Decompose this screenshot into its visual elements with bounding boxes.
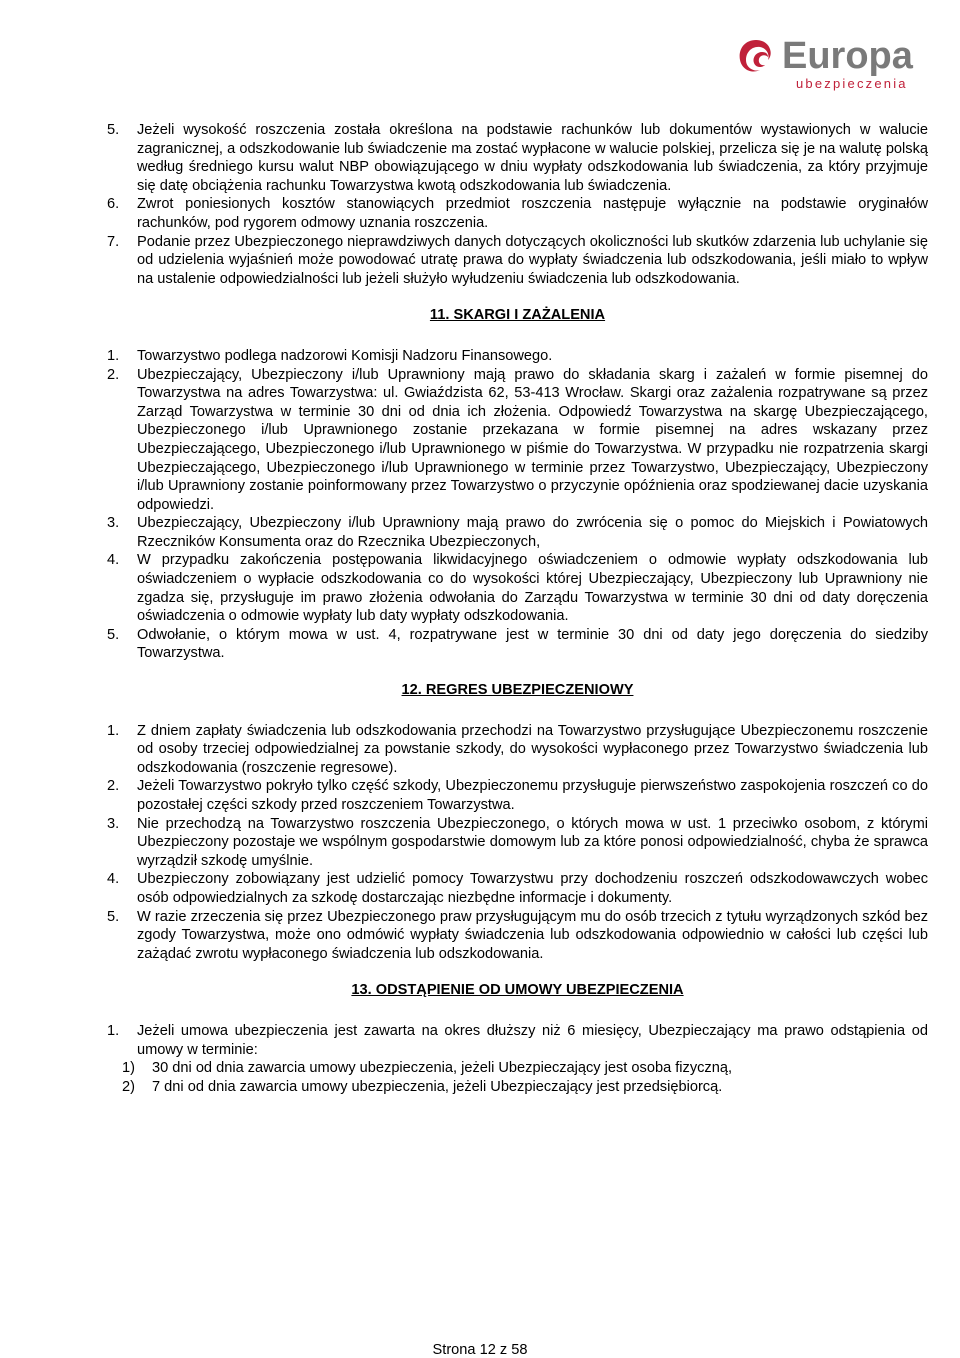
item-text: Odwołanie, o którym mowa w ust. 4, rozpatrywane jest w terminie 30 dni od daty jego doręczenia do siedziby Towarzystwa. [137, 626, 928, 662]
list-item [107, 121, 928, 195]
list-item [107, 233, 928, 289]
list-item [107, 815, 928, 871]
sub-item-text: 7 dni od dnia zawarcia umowy ubezpieczenia, jeżeli Ubezpieczający jest przedsiębiorcą. [152, 1078, 723, 1095]
item-text: Nie przechodzą na Towarzystwo roszczenia Ubezpieczonego, o których mowa w ust. 1 przeciwko osobom, z którymi Ubezpieczony pozostaje we wspólnym gospodarstwie domowym lub za które ponosi odpowiedzialność, chyba że sprawca wyrządził szkodę umyślnie. [137, 815, 928, 869]
list-item [107, 551, 928, 625]
list-item [107, 347, 928, 366]
section-heading-11: 11. SKARGI I ZAŻALENIA [429, 307, 606, 324]
list-item [107, 722, 928, 778]
list-item [107, 514, 928, 551]
item-text: Ubezpieczający, Ubezpieczony i/lub Uprawniony mają prawo do zwrócenia się o pomoc do Miejskich i Powiatowych Rzeczników Konsumenta oraz do Rzecznika Ubezpieczonych, [137, 515, 928, 550]
sub-list-item [107, 1059, 928, 1078]
item-number: 4. [107, 552, 120, 569]
item-number: 1. [107, 1022, 120, 1039]
page-footer [0, 1342, 960, 1358]
section-heading-13: 13. ODSTĄPIENIE OD UMOWY UBEZPIECZENIA [351, 982, 684, 999]
item-number: 7. [107, 233, 120, 250]
page-number: Strona 12 z 58 [432, 1342, 528, 1358]
item-text: W razie zrzeczenia się przez Ubezpieczonego praw przysługującym mu do osób trzecich z tytułu wyrządzonych szkód bez zgody Towarzystwa, może ono odmówić wypłaty świadczenia lub odszkodowania odpowiednio w całości lub części lub zażądać zwrotu wypłaconego świadczenia lub odszkodowania. [137, 908, 928, 962]
item-text: Zwrot poniesionych kosztów stanowiących przedmiot roszczenia następuje wyłącznie na podstawie oryginałów rachunków, pod rygorem odmowy uznania roszczenia. [137, 196, 928, 231]
logo-swirl-icon [740, 40, 771, 72]
item-number: 4. [107, 871, 120, 888]
list-item [107, 195, 928, 232]
item-number: 3. [107, 815, 120, 832]
item-number: 1. [107, 722, 120, 739]
item-number: 3. [107, 515, 120, 532]
item-text: Z dniem zapłaty świadczenia lub odszkodowania przechodzi na Towarzystwo przysługujące Ubezpieczonemu roszczenie od osoby trzeciej odpowiedzialnej za powstanie szkody, do wysokości wypłaconego przez Towarzystwo świadczenia lub odszkodowania (roszczenie regresowe). [137, 722, 928, 776]
item-text: Podanie przez Ubezpieczonego nieprawdziwych danych dotyczących okoliczności lub skutków zdarzenia lub uchylanie się od udzielenia wyjaśnień może powodować utratę prawa do wypłaty świadczenia lub odszkodowania, jeśli miało to wpływ na ustalenie odpowiedzialności lub jeżeli służyło wyłudzeniu świadczenia lub odszkodowania. [137, 233, 928, 287]
sub-item-number: 2) [122, 1078, 135, 1095]
item-text: Ubezpieczający, Ubezpieczony i/lub Uprawniony mają prawo do składania skarg i zażaleń w formie pisemnej do Towarzystwa na adres Towarzystwa: ul. Gwiaździsta 62, 53-413 Wrocław. Skargi oraz zażalenia rozpatrywane są przez Zarząd Towarzystwa w terminie 30 dni od dnia ich złożenia. Odpowiedź Towarzystwa na skargę Ubezpieczającego, Ubezpieczonego i/lub Uprawnionego zostanie przekazana w formie pisemnej na adres wskazany przez Ubezpieczającego, Ubezpieczonego i/lub Uprawnionego w piśmie do Towarzystwa. W przypadku nie rozpatrzenia skargi Ubezpieczającego, Ubezpieczonego i/lub Uprawnionego w terminie przez Towarzystwo, Ubezpieczający, Ubezpieczony i/lub Uprawniony zostanie poinformowany przez Towarzystwo o przyczynie opóźnienia oraz spodziewanej dacie uzyskania odpowiedzi. [137, 366, 928, 513]
sub-item-text: 30 dni od dnia zawarcia umowy ubezpieczenia, jeżeli Ubezpieczający jest osoba fizyczną, [152, 1060, 733, 1077]
item-number: 5. [107, 122, 120, 138]
item-text: Jeżeli umowa ubezpieczenia jest zawarta na okres dłuższy niż 6 miesięcy, Ubezpieczający ma prawo odstąpienia od umowy w terminie: [137, 1022, 928, 1058]
sub-item-number: 1) [122, 1060, 135, 1077]
item-text: Jeżeli wysokość roszczenia została określona na podstawie rachunków lub dokumentów wystawionych w walucie zagranicznej, a odszkodowanie lub świadczenie ma zostać wypłacone w walucie polskiej, przelicza się je na walutę polską według średniego kursu walut NBP obowiązującego w dniu wypłaty odszkodowania lub świadczenia, za który przyjmuje się datę obciążenia rachunku Towarzystwa kwotą odszkodowania lub świadczenia. [137, 122, 928, 194]
sub-list-item [107, 1078, 928, 1097]
document-body [107, 121, 928, 1096]
section-13-list [107, 1022, 928, 1096]
item-text: Towarzystwo podlega nadzorowi Komisji Nadzoru Finansowego. [137, 347, 553, 364]
list-item [107, 1022, 928, 1059]
section-11-list [107, 347, 928, 663]
item-number: 1. [107, 347, 120, 364]
list-item [107, 870, 928, 907]
item-text: W przypadku zakończenia postępowania likwidacyjnego oświadczeniem o odmowie wypłaty odszkodowania lub oświadczeniem o wypłacie odszkodowania co do wysokości której Ubezpieczający, Ubezpieczony lub Uprawniony nie zgadza się, przysługuje im prawo złożenia odwołania do Zarządu Towarzystwa w terminie 30 dni od daty doręczenia oświadczenia o odmowie wypłaty lub daty wypłaty odszkodowania. [137, 552, 928, 625]
item-text: Ubezpieczony zobowiązany jest udzielić pomocy Towarzystwu przy dochodzeniu roszczeń odszkodowawczych wobec osób odpowiedzialnych za szkodę dostarczając niezbędne informacje i dokumenty. [137, 871, 928, 906]
item-number: 2. [107, 778, 120, 795]
item-number: 5. [107, 626, 120, 643]
company-logo [736, 30, 936, 94]
item-text: Jeżeli Towarzystwo pokryło tylko część szkody, Ubezpieczonemu przysługuje pierwszeństwo zaspokojenia roszczeń co do pozostałej części szkody przed roszczeniem Towarzystwa. [137, 778, 928, 813]
item-number: 2. [107, 366, 120, 383]
section-12-list [107, 722, 928, 964]
logo-subtext: ubezpieczenia [796, 76, 908, 91]
list-item [107, 777, 928, 814]
block-claims-continued [107, 121, 928, 288]
item-number: 5. [107, 908, 120, 925]
list-item [107, 908, 928, 964]
item-number: 6. [107, 196, 120, 213]
list-item [107, 366, 928, 515]
list-item [107, 626, 928, 663]
logo-text: Europa [782, 35, 913, 77]
section-heading-12: 12. REGRES UBEZPIECZENIOWY [401, 682, 634, 699]
